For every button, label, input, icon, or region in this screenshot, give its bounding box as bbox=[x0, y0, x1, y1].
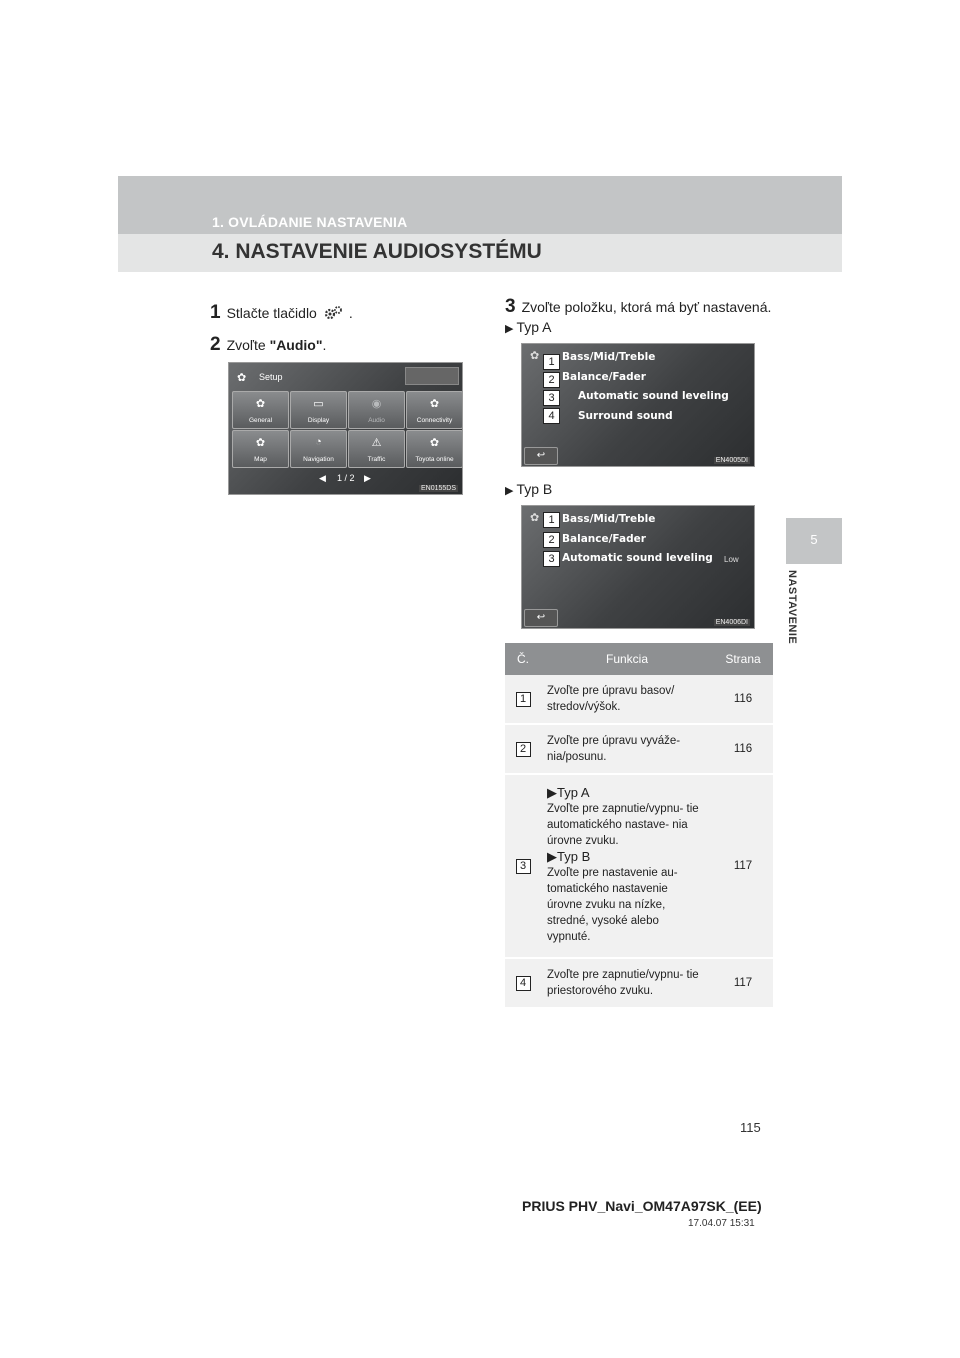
table-row: 4 Zvoľte pre zapnutie/vypnu- tie priestorového zvuku. 117 bbox=[505, 958, 773, 1008]
chapter-label-text: NASTAVENIE bbox=[786, 570, 798, 645]
status-area bbox=[405, 367, 459, 385]
back-arrow-icon: ↩ bbox=[524, 447, 558, 465]
header-function: Funkcia bbox=[541, 643, 713, 675]
section-title: 1. OVLÁDANIE NASTAVENIA bbox=[212, 214, 408, 230]
connectivity-icon: ✿ bbox=[429, 398, 440, 410]
step-1-text: Stlačte tlačidlo bbox=[226, 305, 317, 321]
back-arrow-icon: ↩ bbox=[524, 609, 558, 627]
row3-text-b: Zvoľte pre nastavenie au- tomatického nastavenie úrovne zvuku na nízke, stredné, vysoké alebo vypnuté. bbox=[547, 867, 678, 943]
leveling-value: Low bbox=[724, 555, 739, 564]
setup-gear-icon: ✿ bbox=[530, 350, 540, 362]
tile-audio: ◉ Audio bbox=[348, 391, 405, 429]
screen-type-b-image: ✿ Bass/Mid/Treble Balance/Fader Automatic sound leveling Low 1 2 3 ↩ EN4006DI bbox=[521, 505, 755, 629]
tile-general: ✿ General bbox=[232, 391, 289, 429]
document-id: PRIUS PHV_Navi_OM47A97SK_(EE) bbox=[522, 1198, 762, 1214]
step-3-number: 3 bbox=[505, 296, 516, 317]
chapter-number: 5 bbox=[810, 532, 818, 547]
gear-icon: ✿ bbox=[255, 398, 266, 410]
step-2 bbox=[210, 334, 326, 356]
tile-display: ▭ Display bbox=[290, 391, 347, 429]
chapter-label bbox=[786, 570, 816, 660]
typ-b-label: ▶ Typ B bbox=[505, 481, 553, 497]
step-1 bbox=[210, 302, 353, 324]
tile-connectivity: ✿ Connectivity bbox=[406, 391, 463, 429]
row3-typ-a: ▶Typ A bbox=[547, 785, 590, 800]
map-icon: ✿ bbox=[255, 437, 266, 449]
chapter-header bbox=[118, 234, 842, 272]
setup-gear-icon bbox=[323, 305, 343, 324]
function-table bbox=[505, 643, 773, 1009]
tile-toyota-online: ✿ Toyota online bbox=[406, 430, 463, 468]
row3-text-a: Zvoľte pre zapnutie/vypnu- tie automatického nastave- nia úrovne zvuku. bbox=[547, 803, 699, 847]
row3-typ-b: ▶Typ B bbox=[547, 849, 591, 864]
table-row: 2 Zvoľte pre úpravu vyváže- nia/posunu. 116 bbox=[505, 724, 773, 774]
typ-a-label: ▶ Typ A bbox=[505, 319, 552, 335]
setup-gear-icon: ✿ bbox=[237, 372, 247, 384]
step-2-option: "Audio" bbox=[269, 337, 323, 353]
tile-navigation: ◔ Navigation bbox=[290, 430, 347, 468]
audio-icon: ◉ bbox=[371, 398, 382, 410]
section-header bbox=[118, 176, 842, 234]
table-header-row bbox=[505, 643, 773, 675]
step-2-text: Zvoľte bbox=[226, 337, 270, 353]
traffic-warning-icon: ⚠ bbox=[371, 437, 382, 449]
image-code: EN0155DS bbox=[420, 485, 456, 492]
tile-map: ✿ Map bbox=[232, 430, 289, 468]
print-date: 17.04.07 15:31 bbox=[688, 1218, 755, 1229]
setup-screen-image bbox=[228, 362, 463, 495]
display-icon: ▭ bbox=[313, 398, 324, 410]
page-indicator: 1 / 2 bbox=[337, 473, 355, 483]
triangle-right-icon: ▶ bbox=[547, 849, 557, 864]
page-title: 4. NASTAVENIE AUDIOSYSTÉMU bbox=[212, 240, 542, 263]
setup-screen-title: Setup bbox=[259, 372, 283, 382]
next-page-arrow-icon: ▶ bbox=[364, 473, 371, 483]
triangle-right-icon: ▶ bbox=[505, 323, 514, 335]
chapter-tab bbox=[786, 518, 842, 564]
step-2-suffix: . bbox=[322, 337, 327, 353]
triangle-right-icon: ▶ bbox=[547, 785, 557, 800]
table-row: 3 ▶Typ A Zvoľte pre zapnutie/vypnu- tie automatického nastave- nia úrovne zvuku. ▶Typ B Zvoľte pre nastavenie au- tomatického nastavenie úrovne zvuku na nízke, stredné, vysoké alebo vypnuté. 117 bbox=[505, 774, 773, 958]
header-number: Č. bbox=[505, 643, 541, 675]
table-row: 1 Zvoľte pre úpravu basov/ stredov/výšok. 116 bbox=[505, 675, 773, 724]
online-icon: ✿ bbox=[429, 437, 440, 449]
navigation-icon: ◔ bbox=[315, 436, 322, 448]
image-code: EN4006DI bbox=[715, 619, 748, 626]
step-3-text: Zvoľte položku, ktorá má byť nastavená. bbox=[521, 299, 772, 315]
screen-type-a-image: ✿ Bass/Mid/Treble Balance/Fader Automatic sound leveling Surround sound 1 2 3 4 ↩ EN4005DI bbox=[521, 343, 755, 467]
prev-page-arrow-icon: ◀ bbox=[319, 473, 326, 483]
tile-traffic: ⚠ Traffic bbox=[348, 430, 405, 468]
step-3 bbox=[505, 296, 771, 318]
setup-gear-icon: ✿ bbox=[530, 512, 540, 524]
header-page: Strana bbox=[713, 643, 773, 675]
image-code: EN4005DI bbox=[715, 457, 748, 464]
page-number: 115 bbox=[740, 1120, 761, 1135]
step-2-number: 2 bbox=[210, 334, 221, 355]
step-1-suffix: . bbox=[348, 305, 353, 321]
triangle-right-icon: ▶ bbox=[505, 485, 514, 497]
step-1-number: 1 bbox=[210, 302, 221, 323]
